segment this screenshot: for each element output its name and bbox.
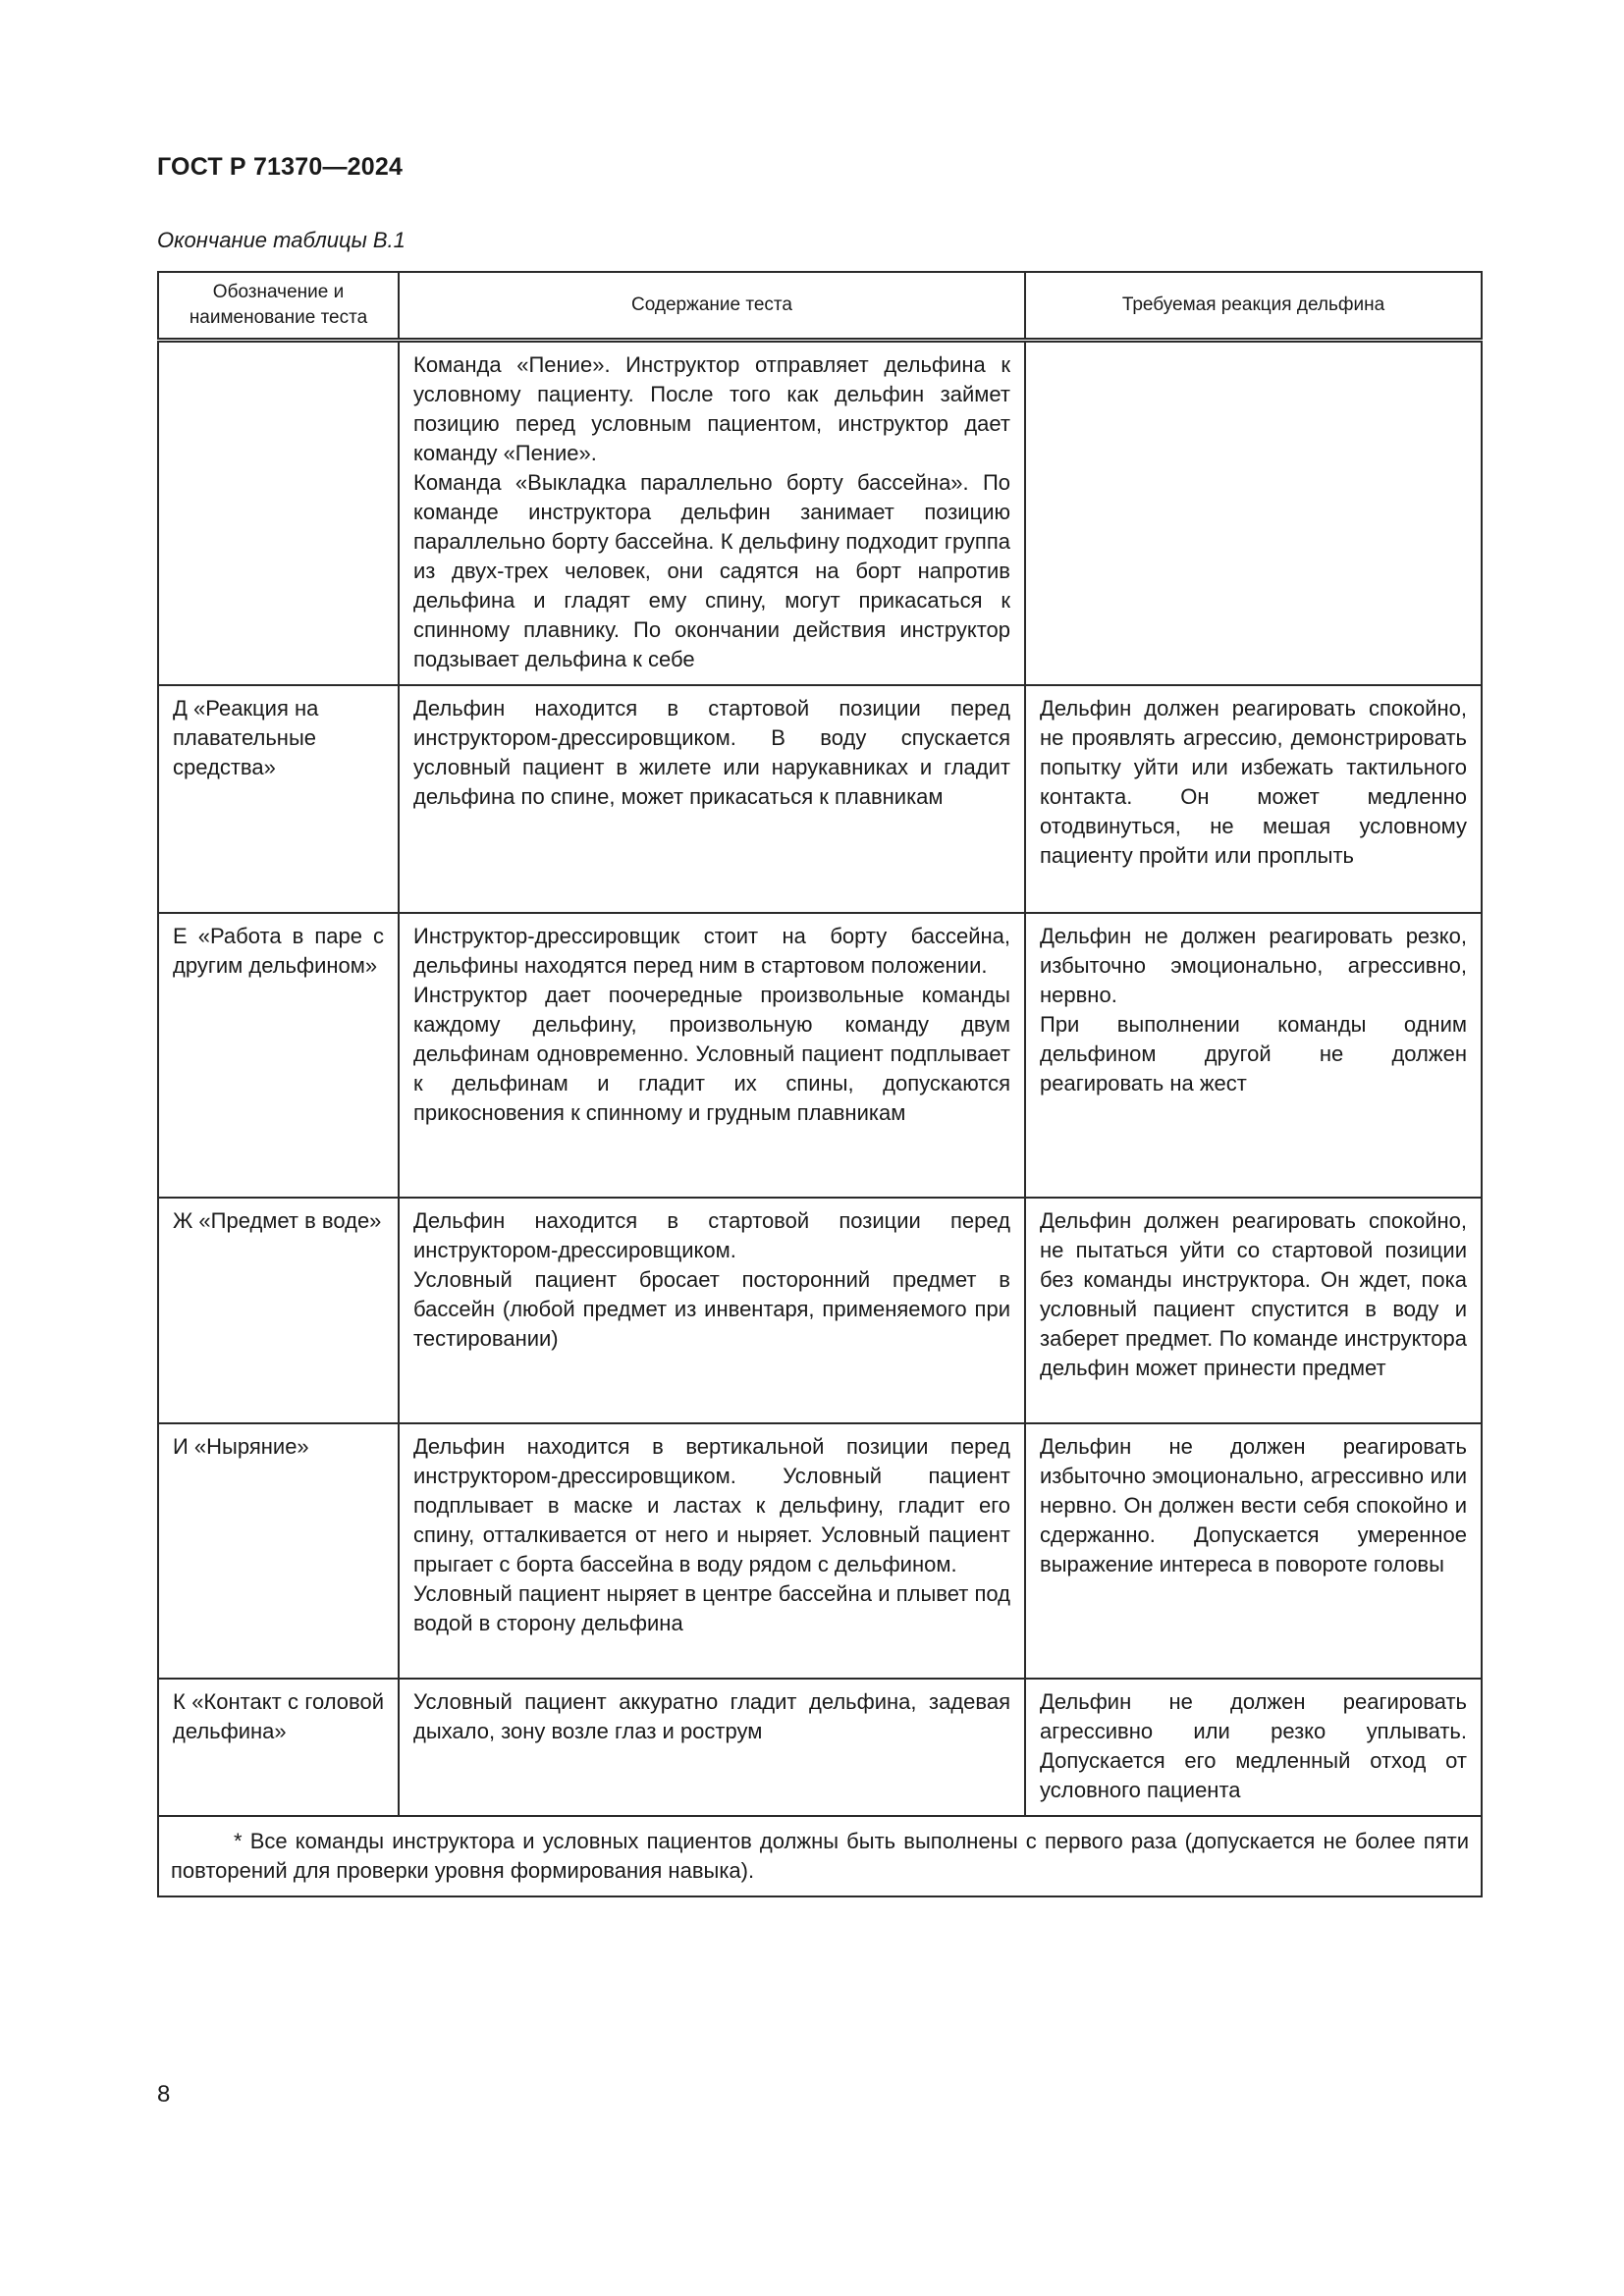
footnote-row [158, 1816, 1482, 1896]
content-paragraph: Дельфин находится в стартовой позиции перед инструктором-дрессировщиком. В воду спускается условный пациент в жилете или нарукавниках и гладит дельфина по спине, может прикасаться к плавникам [413, 696, 1010, 809]
table-caption: Окончание таблицы В.1 [157, 228, 406, 252]
test-content-cell [399, 341, 1025, 686]
reaction-cell [1025, 341, 1482, 686]
test-name-cell: Е «Работа в паре с другим дельфином» [158, 913, 399, 1198]
test-content-cell [399, 1423, 1025, 1679]
document-header: ГОСТ Р 71370—2024 [157, 153, 404, 181]
test-name-cell [158, 341, 399, 686]
test-content-cell [399, 913, 1025, 1198]
reaction-paragraph: Дельфин не должен реагировать резко, избыточно эмоционально, агрессивно, нервно. [1040, 924, 1467, 1007]
reaction-paragraph: Дельфин не должен реагировать агрессивно или резко уплывать. Допускается его медленный отход от условного пациента [1040, 1689, 1467, 1802]
test-name-cell: К «Контакт с головой дельфина» [158, 1679, 399, 1816]
table-row [158, 341, 1482, 686]
content-paragraph: Команда «Пение». Инструктор отправляет дельфина к условному пациенту. После того как дельфин займет позицию перед условным пациентом, инструктор дает команду «Пение». [413, 352, 1010, 465]
table-row [158, 1198, 1482, 1423]
table-header-row [158, 272, 1482, 341]
reaction-paragraph: При выполнении команды одним дельфином другой не должен реагировать на жест [1040, 1012, 1467, 1095]
test-content-cell [399, 685, 1025, 913]
column-header-name: Обозначение и наименование теста [158, 272, 399, 341]
test-name-cell: И «Ныряние» [158, 1423, 399, 1679]
content-paragraph: Условный пациент аккуратно гладит дельфина, задевая дыхало, зону возле глаз и рострум [413, 1689, 1010, 1743]
content-paragraph: Инструктор-дрессировщик стоит на борту бассейна, дельфины находятся перед ним в стартовом положении. [413, 924, 1010, 978]
test-content-cell [399, 1679, 1025, 1816]
table-row [158, 1423, 1482, 1679]
reaction-paragraph: Дельфин должен реагировать спокойно, не проявлять агрессию, демонстрировать попытку уйти или избежать тактильного контакта. Он может медленно отодвинуться, не мешая условному пациенту пройти или проплыть [1040, 696, 1467, 868]
reaction-cell [1025, 1198, 1482, 1423]
content-paragraph: Инструктор дает поочередные произвольные команды каждому дельфину, произвольную команду двум дельфинам одновременно. Условный пациент подплывает к дельфинам и гладит их спины, допускаются прикосновения к спинному и грудным плавникам [413, 983, 1010, 1125]
column-header-content: Содержание теста [399, 272, 1025, 341]
content-paragraph: Дельфин находится в стартовой позиции перед инструктором-дрессировщиком. [413, 1208, 1010, 1262]
reaction-paragraph: Дельфин не должен реагировать избыточно эмоционально, агрессивно или нервно. Он должен вести себя спокойно и сдержанно. Допускается умеренное выражение интереса в повороте головы [1040, 1434, 1467, 1576]
test-name-cell: Ж «Предмет в воде» [158, 1198, 399, 1423]
reaction-cell [1025, 685, 1482, 913]
reaction-cell [1025, 1679, 1482, 1816]
reaction-cell [1025, 913, 1482, 1198]
tests-table [157, 271, 1483, 1897]
reaction-paragraph: Дельфин должен реагировать спокойно, не пытаться уйти со стартовой позиции без команды инструктора. Он ждет, пока условный пациент спустится в воду и заберет предмет. По команде инструктора дельфин может принести предмет [1040, 1208, 1467, 1380]
content-paragraph: Дельфин находится в вертикальной позиции перед инструктором-дрессировщиком. Условный пациент подплывает в маске и ластах к дельфину, гладит его спину, отталкивается от него и ныряет. Условный пациент прыгает с борта бассейна в воду рядом с дельфином. [413, 1434, 1010, 1576]
test-name-cell: Д «Реакция на плавательные средства» [158, 685, 399, 913]
test-content-cell [399, 1198, 1025, 1423]
table-row [158, 913, 1482, 1198]
content-paragraph: Условный пациент бросает посторонний предмет в бассейн (любой предмет из инвентаря, применяемого при тестировании) [413, 1267, 1010, 1351]
footnote-text: * Все команды инструктора и условных пациентов должны быть выполнены с первого раза (допускается не более пяти повторений для проверки уровня формирования навыка). [171, 1829, 1469, 1883]
content-paragraph: Условный пациент ныряет в центре бассейна и плывет под водой в сторону дельфина [413, 1581, 1010, 1635]
table-row [158, 1679, 1482, 1816]
page-number: 8 [157, 2081, 171, 2108]
reaction-cell [1025, 1423, 1482, 1679]
content-paragraph: Команда «Выкладка параллельно борту бассейна». По команде инструктора дельфин занимает позицию параллельно борту бассейна. К дельфину подходит группа из двух-трех человек, они садятся на борт напротив дельфина и гладят ему спину, могут прикасаться к спинному плавнику. По окончании действия инструктор подзывает дельфина к себе [413, 470, 1010, 671]
table-row [158, 685, 1482, 913]
column-header-reaction: Требуемая реакция дельфина [1025, 272, 1482, 341]
footnote-cell [158, 1816, 1482, 1896]
